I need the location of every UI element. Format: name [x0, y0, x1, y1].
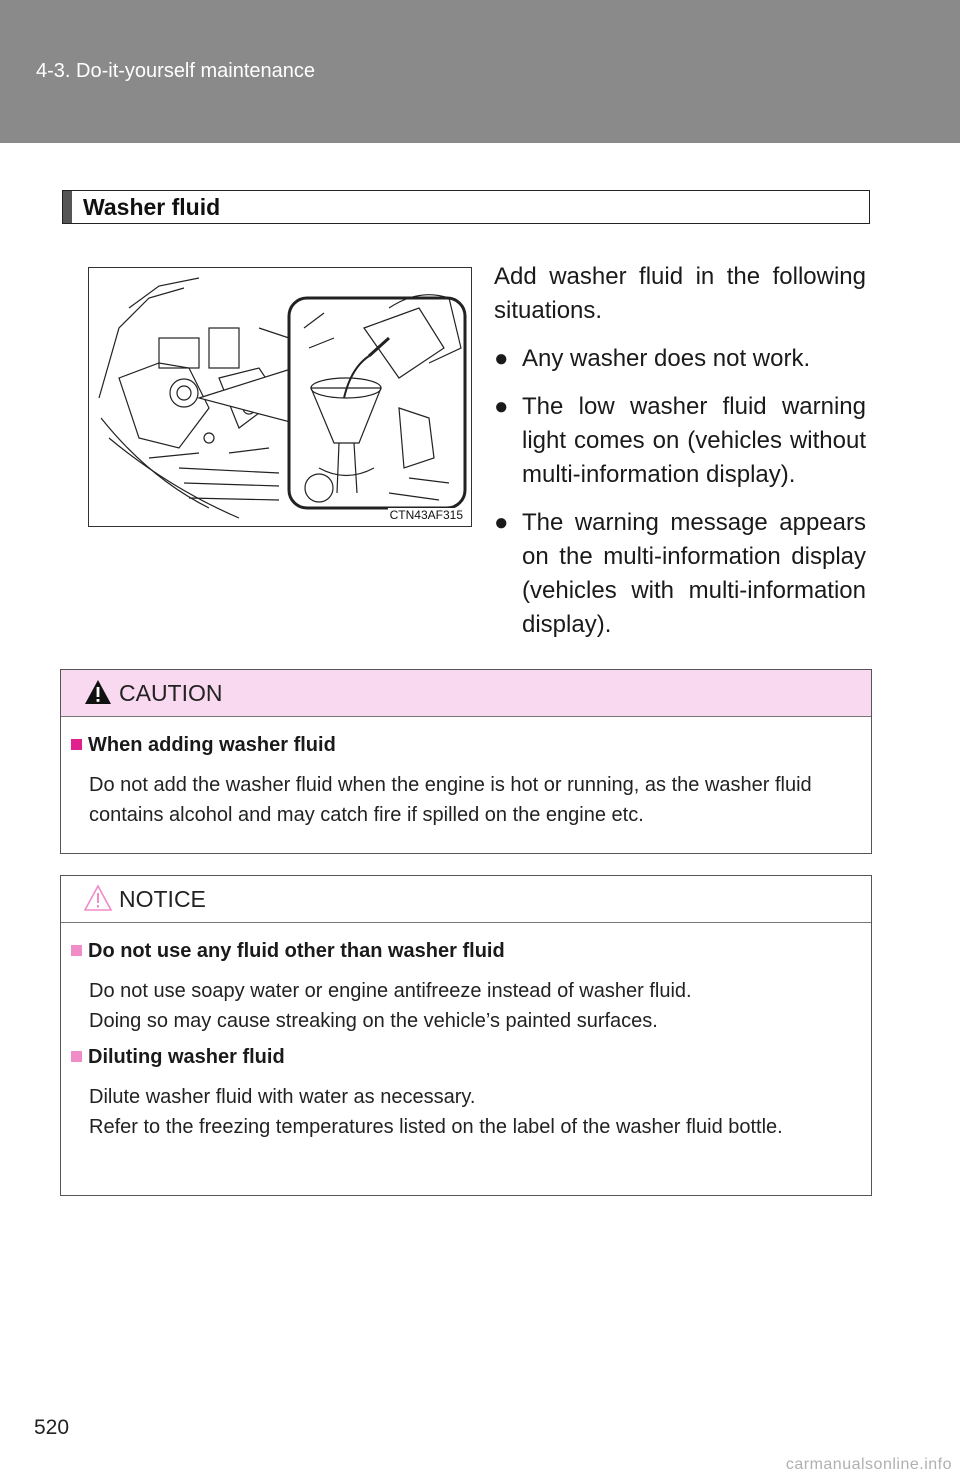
section-title: Washer fluid — [83, 194, 221, 220]
notice-body-line: Do not use soapy water or engine antifreeze instead of washer fluid. — [89, 980, 692, 1002]
notice-header — [61, 876, 871, 923]
warning-triangle-icon — [83, 678, 113, 706]
bullet-text: The low washer fluid warning light comes on (vehicles without multi-information display). — [522, 393, 866, 488]
square-marker-icon — [71, 739, 82, 750]
situations-text — [494, 260, 866, 656]
watermark-text: carmanualsonline.info — [785, 1456, 952, 1473]
list-item — [494, 390, 866, 492]
notice-body-line: Doing so may cause streaking on the vehicle’s painted surfaces. — [89, 1010, 658, 1032]
notice-item-title — [71, 1046, 285, 1069]
header-section-title: 4-3. Do-it-yourself maintenance — [36, 60, 316, 82]
notice-item-body — [89, 1082, 865, 1142]
bullet-text: The warning message appears on the multi-information display (vehicles with multi-information display). — [522, 509, 866, 638]
warning-triangle-icon — [83, 884, 113, 912]
square-marker-icon — [71, 1051, 82, 1062]
notice-item-body — [89, 976, 865, 1036]
notice-box — [60, 875, 872, 1196]
intro-paragraph: Add washer fluid in the following situations. — [494, 263, 866, 324]
square-marker-icon — [71, 945, 82, 956]
list-item — [494, 342, 866, 376]
notice-label: NOTICE — [119, 886, 206, 912]
caution-header — [61, 670, 871, 717]
bullet-text: Any washer does not work. — [522, 345, 811, 372]
bullet-dot-icon: ● — [494, 345, 509, 372]
section-heading-bar — [62, 190, 870, 224]
washer-fluid-filling-drawing — [89, 268, 472, 527]
notice-item-title — [71, 940, 505, 963]
page-header — [0, 0, 960, 143]
section-heading-marker — [63, 191, 72, 223]
bullet-dot-icon: ● — [494, 393, 509, 420]
notice-body-line: Refer to the freezing temperatures listed on the label of the washer fluid bottle. — [89, 1116, 783, 1138]
notice-body-line: Dilute washer fluid with water as necessary. — [89, 1086, 476, 1108]
caution-label: CAUTION — [119, 680, 223, 706]
figure-code: CTN43AF315 — [389, 508, 463, 522]
notice-item-title-text: Do not use any fluid other than washer fluid — [88, 940, 505, 962]
caution-box — [60, 669, 872, 854]
list-item — [494, 506, 866, 642]
caution-item-title-text: When adding washer fluid — [88, 734, 336, 756]
caution-item-body: Do not add the washer fluid when the engine is hot or running, as the washer fluid contains alcohol and may catch fire if spilled on the engine etc. — [89, 774, 812, 826]
caution-item-title — [71, 734, 336, 757]
notice-item-title-text: Diluting washer fluid — [88, 1046, 285, 1068]
page-number: 520 — [34, 1416, 70, 1439]
bullet-dot-icon: ● — [494, 509, 509, 536]
engine-bay-illustration — [88, 267, 472, 527]
